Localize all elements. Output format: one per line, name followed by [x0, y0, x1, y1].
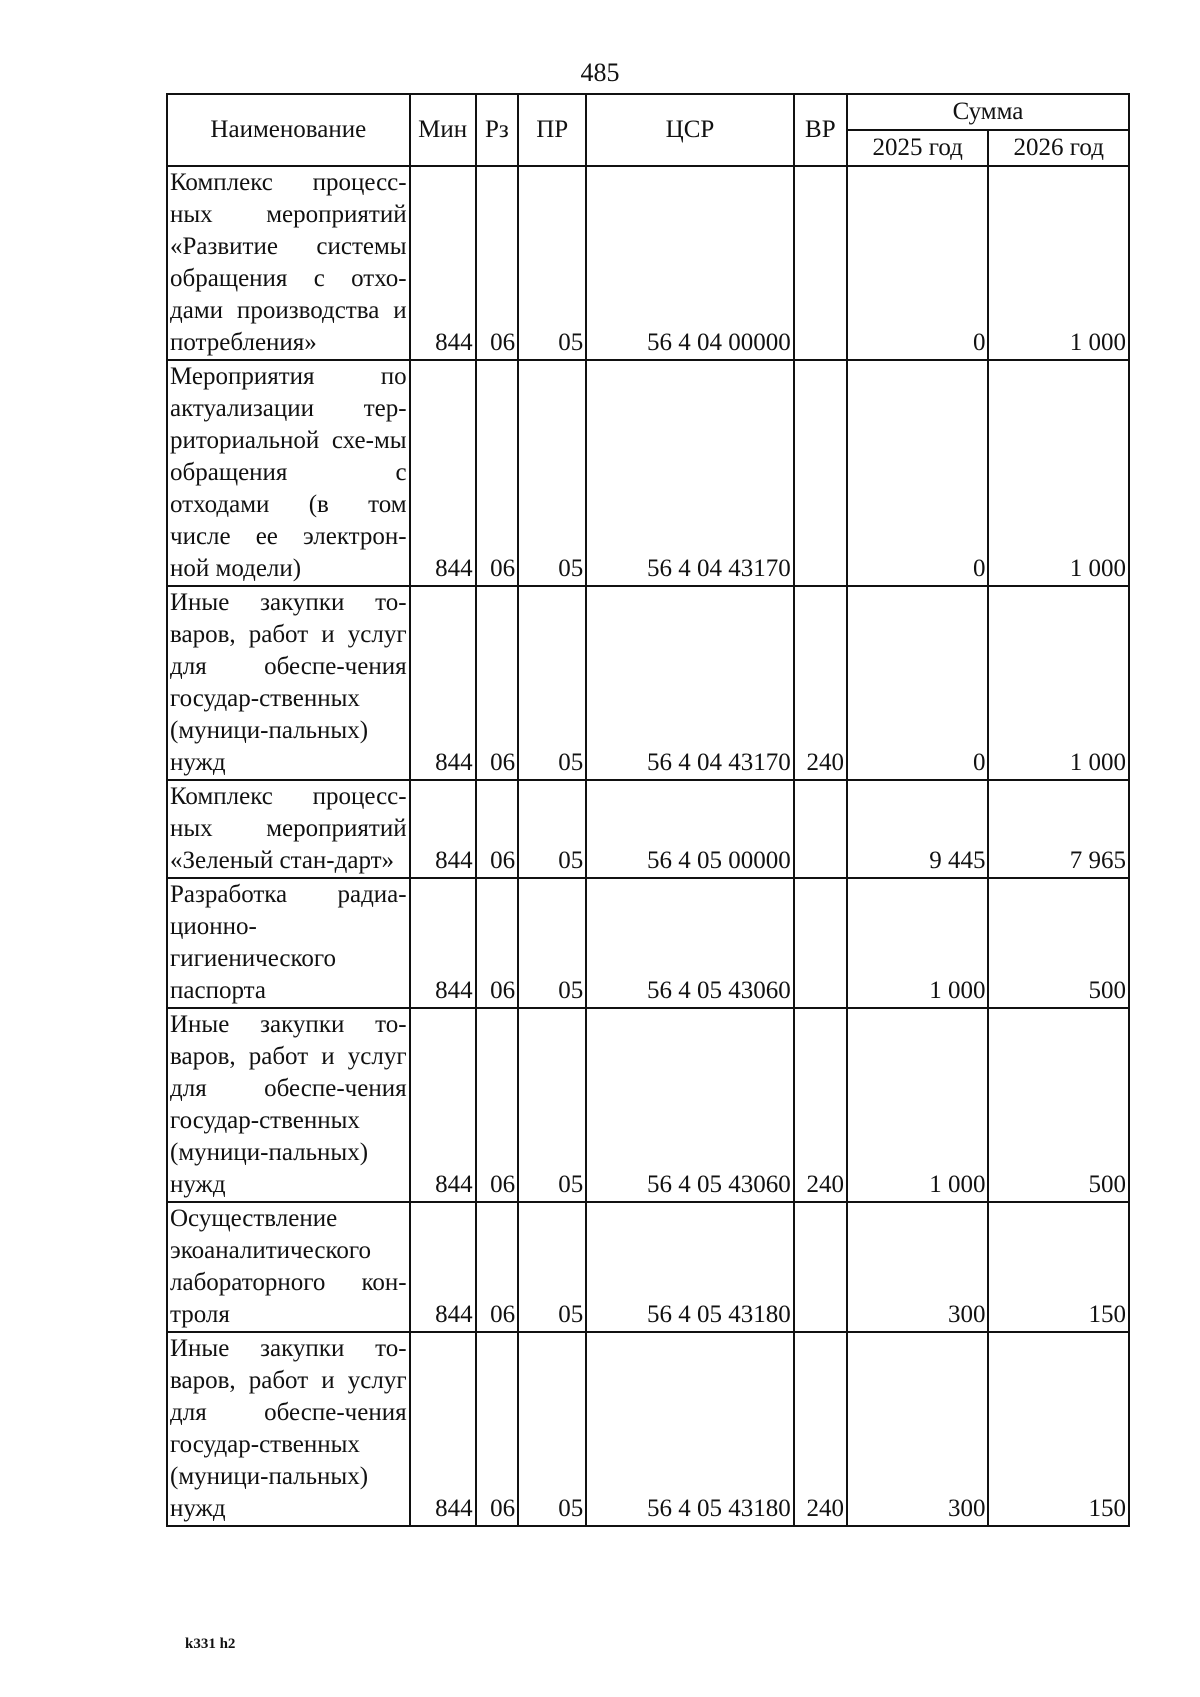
cell-min: 844	[410, 166, 476, 360]
header-rz: Рз	[476, 94, 519, 166]
cell-vr	[794, 780, 847, 878]
cell-rz: 06	[476, 586, 519, 780]
cell-min: 844	[410, 878, 476, 1008]
table-row	[167, 1202, 1129, 1332]
header-name: Наименование	[167, 94, 410, 166]
cell-min: 844	[410, 1202, 476, 1332]
header-csr: ЦСР	[586, 94, 794, 166]
cell-vr	[794, 878, 847, 1008]
cell-y2026: 1 000	[988, 586, 1129, 780]
cell-name: Мероприятия по актуализации тер-риториальной схе-мы обращения с отходами (в том числе ее электрон-ной модели)	[167, 360, 410, 586]
cell-pr: 05	[518, 1332, 586, 1526]
cell-min: 844	[410, 1332, 476, 1526]
cell-y2025: 300	[847, 1332, 989, 1526]
cell-csr: 56 4 05 43180	[586, 1202, 794, 1332]
cell-y2025: 0	[847, 360, 989, 586]
header-pr: ПР	[518, 94, 586, 166]
table-row	[167, 1332, 1129, 1526]
table-row	[167, 1008, 1129, 1202]
cell-pr: 05	[518, 1202, 586, 1332]
footer-code: k331 h2	[185, 1636, 236, 1652]
cell-y2026: 1 000	[988, 166, 1129, 360]
cell-y2025: 0	[847, 586, 989, 780]
cell-name: Иные закупки то-варов, работ и услуг для обеспе-чения государ-ственных (муници-пальных) нужд	[167, 1332, 410, 1526]
cell-csr: 56 4 05 43060	[586, 1008, 794, 1202]
table-body	[167, 166, 1129, 1526]
cell-rz: 06	[476, 878, 519, 1008]
cell-y2026: 500	[988, 1008, 1129, 1202]
header-vr: ВР	[794, 94, 847, 166]
cell-pr: 05	[518, 360, 586, 586]
cell-name: Комплекс процесс-ных мероприятий «Зеленый стан-дарт»	[167, 780, 410, 878]
table-row	[167, 878, 1129, 1008]
header-min: Мин	[410, 94, 476, 166]
cell-y2026: 7 965	[988, 780, 1129, 878]
cell-rz: 06	[476, 780, 519, 878]
cell-y2026: 150	[988, 1332, 1129, 1526]
cell-y2026: 1 000	[988, 360, 1129, 586]
cell-min: 844	[410, 780, 476, 878]
cell-vr	[794, 1202, 847, 1332]
cell-name: Разработка радиа-ционно-гигиенического паспорта	[167, 878, 410, 1008]
cell-min: 844	[410, 360, 476, 586]
cell-pr: 05	[518, 586, 586, 780]
cell-name: Осуществление экоаналитического лабораторного кон-троля	[167, 1202, 410, 1332]
cell-name: Иные закупки то-варов, работ и услуг для обеспе-чения государ-ственных (муници-пальных) нужд	[167, 1008, 410, 1202]
cell-y2025: 1 000	[847, 878, 989, 1008]
cell-csr: 56 4 04 43170	[586, 360, 794, 586]
cell-y2025: 300	[847, 1202, 989, 1332]
cell-csr: 56 4 05 00000	[586, 780, 794, 878]
cell-csr: 56 4 05 43060	[586, 878, 794, 1008]
cell-csr: 56 4 04 00000	[586, 166, 794, 360]
cell-pr: 05	[518, 166, 586, 360]
table-row	[167, 586, 1129, 780]
table-row	[167, 166, 1129, 360]
cell-pr: 05	[518, 780, 586, 878]
cell-rz: 06	[476, 1332, 519, 1526]
cell-name: Иные закупки то-варов, работ и услуг для обеспе-чения государ-ственных (муници-пальных) нужд	[167, 586, 410, 780]
cell-csr: 56 4 04 43170	[586, 586, 794, 780]
cell-csr: 56 4 05 43180	[586, 1332, 794, 1526]
table-row	[167, 780, 1129, 878]
cell-rz: 06	[476, 360, 519, 586]
cell-pr: 05	[518, 878, 586, 1008]
cell-y2025: 0	[847, 166, 989, 360]
cell-rz: 06	[476, 166, 519, 360]
cell-vr	[794, 166, 847, 360]
page-number: 485	[580, 58, 620, 87]
cell-pr: 05	[518, 1008, 586, 1202]
cell-vr: 240	[794, 586, 847, 780]
header-year-2026: 2026 год	[988, 130, 1129, 166]
table-row	[167, 360, 1129, 586]
cell-min: 844	[410, 586, 476, 780]
cell-rz: 06	[476, 1008, 519, 1202]
cell-rz: 06	[476, 1202, 519, 1332]
cell-vr	[794, 360, 847, 586]
cell-vr: 240	[794, 1332, 847, 1526]
header-year-2025: 2025 год	[847, 130, 989, 166]
budget-table	[166, 93, 1130, 1527]
cell-y2025: 1 000	[847, 1008, 989, 1202]
header-sum: Сумма	[847, 94, 1129, 130]
cell-y2026: 150	[988, 1202, 1129, 1332]
cell-y2026: 500	[988, 878, 1129, 1008]
cell-min: 844	[410, 1008, 476, 1202]
cell-vr: 240	[794, 1008, 847, 1202]
cell-y2025: 9 445	[847, 780, 989, 878]
cell-name: Комплекс процесс-ных мероприятий «Развитие системы обращения с отхо-дами производства и потребления»	[167, 166, 410, 360]
